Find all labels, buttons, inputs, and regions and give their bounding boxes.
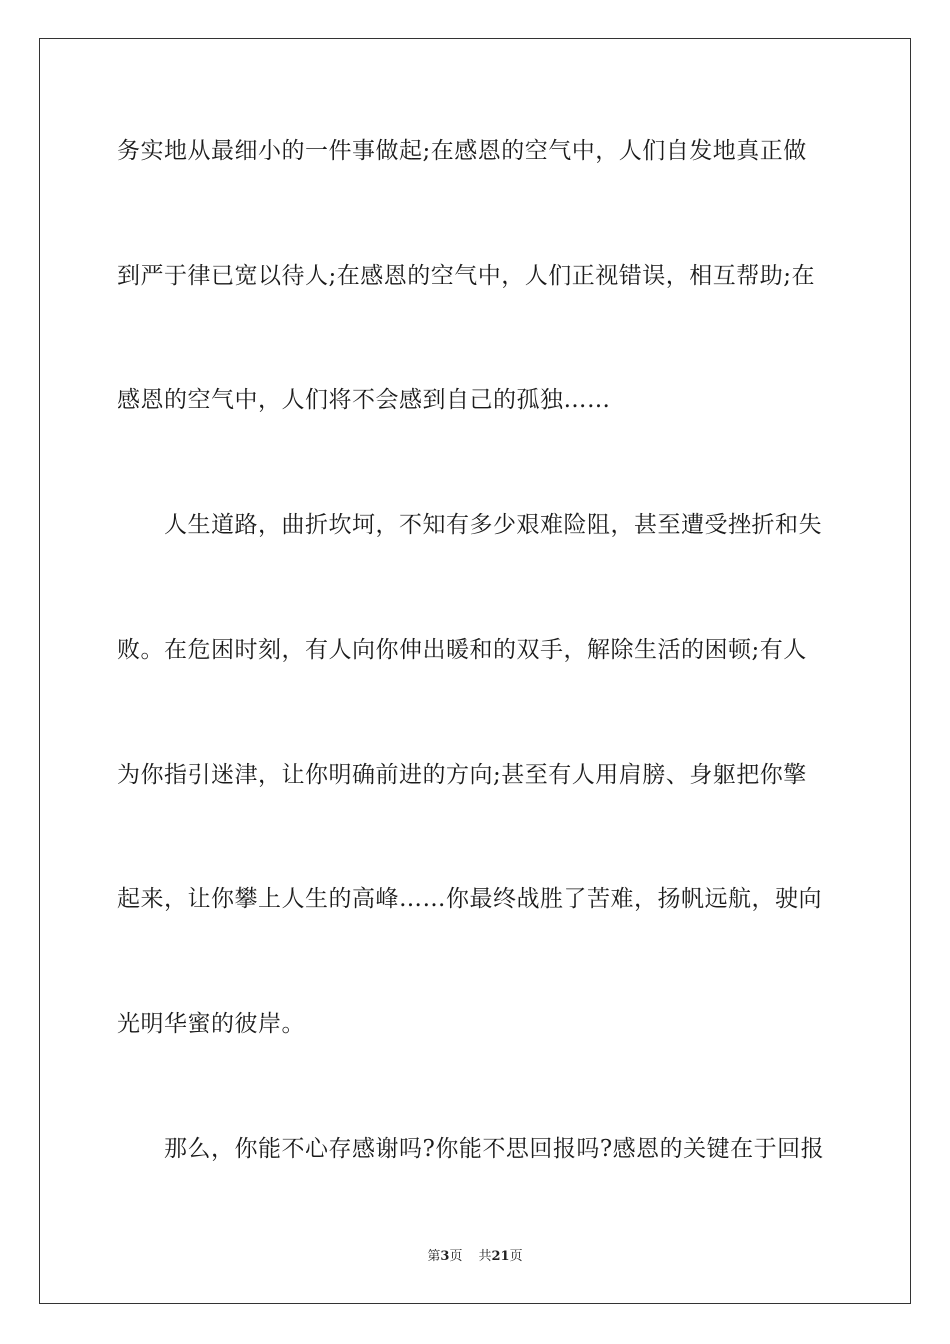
page-border: [39, 38, 911, 1304]
body-text-line: 务实地从最细小的一件事做起;在感恩的空气中，人们自发地真正做: [117, 138, 807, 164]
page-indicator: [427, 1248, 462, 1266]
body-text-line: 败。在危困时刻，有人向你伸出暖和的双手，解除生活的困顿;有人: [117, 637, 807, 663]
body-text-line: 起来，让你攀上人生的高峰……你最终战胜了苦难，扬帆远航，驶向: [117, 886, 822, 912]
page-prefix: 第: [427, 1249, 441, 1264]
total-pages-indicator: [478, 1248, 522, 1266]
page-number: 3: [440, 1249, 450, 1264]
body-text-line: 光明华蜜的彼岸。: [117, 1011, 305, 1037]
total-suffix: 页: [509, 1249, 523, 1264]
body-text-line: 那么，你能不心存感谢吗?你能不思回报吗?感恩的关键在于回报: [117, 1136, 825, 1162]
body-text-line: 感恩的空气中，人们将不会感到自己的孤独……: [117, 387, 611, 413]
page-suffix: 页: [449, 1249, 463, 1264]
total-pages: 21: [491, 1249, 510, 1264]
page-footer: [0, 1248, 950, 1266]
body-text-line: 到严于律已宽以待人;在感恩的空气中，人们正视错误，相互帮助;在: [117, 263, 815, 289]
body-text-line: 人生道路，曲折坎坷，不知有多少艰难险阻，甚至遭受挫折和失: [117, 512, 822, 538]
body-text-line: 为你指引迷津，让你明确前进的方向;甚至有人用肩膀、身躯把你擎: [117, 762, 807, 788]
total-prefix: 共: [478, 1249, 492, 1264]
